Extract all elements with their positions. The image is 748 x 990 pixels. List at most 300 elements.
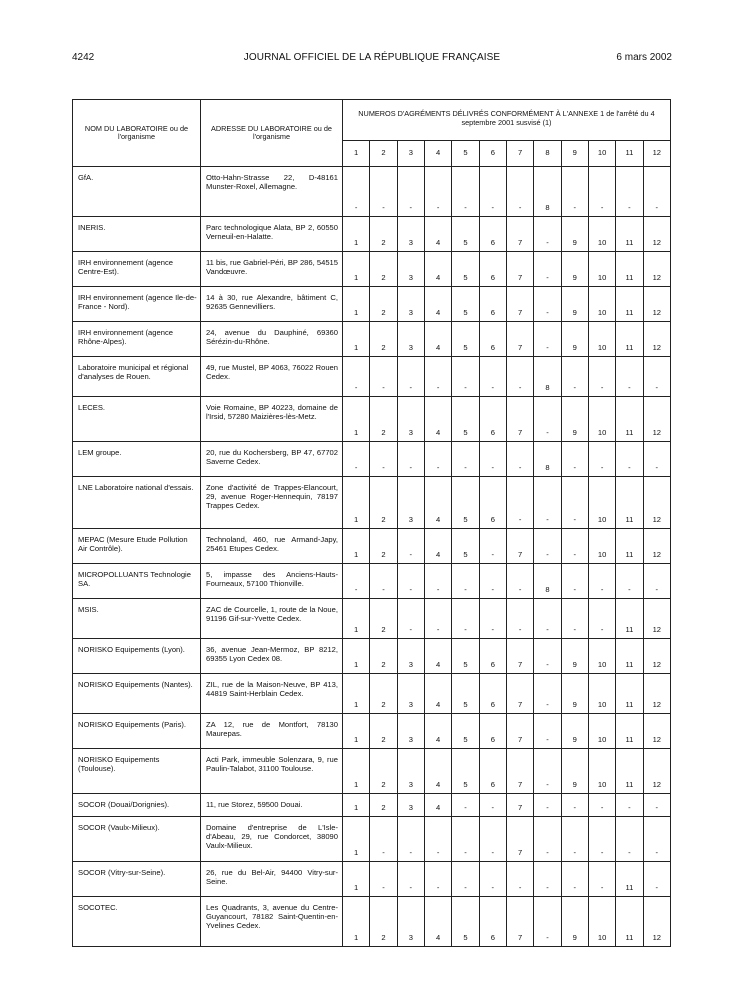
agrement-value-cell: 9: [561, 749, 588, 794]
lab-name-cell: LEM groupe.: [73, 442, 201, 477]
agrement-value-cell: -: [616, 442, 643, 477]
number-header-cell: 8: [534, 141, 561, 167]
lab-address-cell: Zone d'activité de Trappes-Elancourt, 29, avenue Roger-Hennequin, 78197 Trappes Cedex.: [201, 477, 343, 529]
agrement-value-cell: -: [588, 167, 615, 217]
agrement-value-cell: 5: [452, 397, 479, 442]
agrement-value-cell: 6: [479, 477, 506, 529]
table-row: [73, 252, 671, 287]
agrement-value-cell: 9: [561, 217, 588, 252]
agrement-value-cell: -: [588, 442, 615, 477]
agrement-value-cell: -: [452, 167, 479, 217]
lab-name-cell: INERIS.: [73, 217, 201, 252]
agrement-value-cell: -: [561, 817, 588, 862]
agrement-value-cell: 4: [424, 714, 451, 749]
agrement-value-cell: 7: [506, 322, 533, 357]
lab-name-cell: IRH environnement (agence Rhône-Alpes).: [73, 322, 201, 357]
agrement-value-cell: 9: [561, 897, 588, 947]
agrement-value-cell: -: [370, 817, 397, 862]
agrement-value-cell: 10: [588, 287, 615, 322]
agrement-value-cell: 1: [343, 397, 370, 442]
number-header-cell: 3: [397, 141, 424, 167]
agrement-value-cell: 6: [479, 322, 506, 357]
agrement-value-cell: 11: [616, 322, 643, 357]
agrement-value-cell: 12: [643, 217, 670, 252]
agrement-value-cell: 1: [343, 252, 370, 287]
table-row: [73, 322, 671, 357]
agrement-value-cell: 7: [506, 794, 533, 817]
agrement-value-cell: 11: [616, 714, 643, 749]
agrement-value-cell: 11: [616, 217, 643, 252]
agrement-value-cell: -: [561, 529, 588, 564]
agrement-value-cell: 2: [370, 674, 397, 714]
agrement-value-cell: 12: [643, 749, 670, 794]
agrement-value-cell: 4: [424, 897, 451, 947]
agrement-value-cell: 11: [616, 287, 643, 322]
agrement-value-cell: -: [534, 639, 561, 674]
table-row: [73, 674, 671, 714]
agrement-value-cell: 4: [424, 529, 451, 564]
lab-name-cell: GfA.: [73, 167, 201, 217]
agrement-value-cell: -: [370, 564, 397, 599]
agrement-value-cell: -: [506, 167, 533, 217]
agrement-value-cell: 12: [643, 599, 670, 639]
agrement-value-cell: 2: [370, 477, 397, 529]
agrement-value-cell: -: [534, 397, 561, 442]
agrement-value-cell: 7: [506, 749, 533, 794]
agrement-value-cell: -: [534, 217, 561, 252]
lab-name-cell: MICROPOLLUANTS Technologie SA.: [73, 564, 201, 599]
agrement-value-cell: -: [479, 442, 506, 477]
table-row: [73, 357, 671, 397]
agrement-value-cell: -: [643, 442, 670, 477]
agrement-value-cell: 12: [643, 897, 670, 947]
agrement-value-cell: -: [452, 794, 479, 817]
agrement-value-cell: -: [397, 442, 424, 477]
agrement-value-cell: 10: [588, 714, 615, 749]
agrement-value-cell: 5: [452, 477, 479, 529]
agrement-value-cell: 6: [479, 252, 506, 287]
table-row: [73, 477, 671, 529]
lab-name-cell: IRH environnement (agence Ile-de-France - Nord).: [73, 287, 201, 322]
agrement-value-cell: -: [424, 167, 451, 217]
agrement-value-cell: 7: [506, 639, 533, 674]
number-header-cell: 12: [643, 141, 670, 167]
agrement-value-cell: 5: [452, 749, 479, 794]
lab-address-cell: ZAC de Courcelle, 1, route de la Noue, 91196 Gif-sur-Yvette Cedex.: [201, 599, 343, 639]
agrement-value-cell: 10: [588, 477, 615, 529]
agrement-value-cell: 2: [370, 287, 397, 322]
agrement-value-cell: 6: [479, 897, 506, 947]
agrement-value-cell: 3: [397, 749, 424, 794]
agrement-value-cell: -: [424, 357, 451, 397]
agrement-value-cell: 2: [370, 897, 397, 947]
agrement-value-cell: 6: [479, 217, 506, 252]
agrement-value-cell: 2: [370, 794, 397, 817]
agrement-value-cell: 12: [643, 529, 670, 564]
agrement-value-cell: 10: [588, 749, 615, 794]
agrement-value-cell: 5: [452, 639, 479, 674]
agrement-value-cell: -: [479, 529, 506, 564]
agrement-value-cell: 9: [561, 322, 588, 357]
agrement-value-cell: -: [561, 167, 588, 217]
agrement-value-cell: -: [452, 442, 479, 477]
agrement-value-cell: 1: [343, 217, 370, 252]
lab-address-cell: Domaine d'entreprise de L'Isle-d'Abeau, 29, rue Condorcet, 38090 Vaulx-Milieux.: [201, 817, 343, 862]
laboratory-table: [72, 99, 671, 947]
agrement-value-cell: 11: [616, 529, 643, 564]
table-row: [73, 862, 671, 897]
lab-address-cell: 14 à 30, rue Alexandre, bâtiment C, 92635 Gennevilliers.: [201, 287, 343, 322]
agrement-value-cell: -: [397, 357, 424, 397]
agrement-value-cell: 1: [343, 674, 370, 714]
agrement-value-cell: 6: [479, 674, 506, 714]
agrement-value-cell: 10: [588, 217, 615, 252]
agrement-value-cell: 7: [506, 674, 533, 714]
agrement-value-cell: -: [534, 794, 561, 817]
agrement-value-cell: 10: [588, 322, 615, 357]
agrement-value-cell: 1: [343, 862, 370, 897]
table-row: [73, 639, 671, 674]
table-row: [73, 714, 671, 749]
lab-name-cell: Laboratoire municipal et régional d'analyses de Rouen.: [73, 357, 201, 397]
agrement-value-cell: -: [534, 599, 561, 639]
agrement-value-cell: 11: [616, 674, 643, 714]
agrement-value-cell: 6: [479, 749, 506, 794]
agrement-value-cell: 1: [343, 714, 370, 749]
lab-address-cell: Voie Romaine, BP 40223, domaine de l'Irsid, 57280 Maizières-lès-Metz.: [201, 397, 343, 442]
agrement-value-cell: 2: [370, 599, 397, 639]
agrement-value-cell: -: [343, 357, 370, 397]
agrement-value-cell: 5: [452, 252, 479, 287]
agrement-value-cell: -: [534, 862, 561, 897]
agrement-value-cell: 2: [370, 322, 397, 357]
agrement-value-cell: -: [534, 674, 561, 714]
agrement-value-cell: 7: [506, 397, 533, 442]
table-row: [73, 167, 671, 217]
lab-address-cell: Otto-Hahn-Strasse 22, D-48161 Munster-Roxel, Allemagne.: [201, 167, 343, 217]
table-row: [73, 897, 671, 947]
col-name-header: NOM DU LABORATOIRE ou de l'organisme: [73, 100, 201, 167]
table-row: [73, 287, 671, 322]
agrement-value-cell: -: [643, 564, 670, 599]
agrement-value-cell: -: [588, 357, 615, 397]
agrement-value-cell: -: [561, 599, 588, 639]
agrement-value-cell: 3: [397, 322, 424, 357]
agrement-value-cell: 4: [424, 217, 451, 252]
number-header-cell: 11: [616, 141, 643, 167]
agrement-value-cell: -: [479, 564, 506, 599]
agrement-value-cell: 10: [588, 639, 615, 674]
agrement-value-cell: 10: [588, 397, 615, 442]
agrement-value-cell: 9: [561, 639, 588, 674]
lab-address-cell: Les Quadrants, 3, avenue du Centre-Guyancourt, 78182 Saint-Quentin-en-Yvelines Cedex.: [201, 897, 343, 947]
agrement-value-cell: -: [397, 862, 424, 897]
agrement-value-cell: -: [506, 477, 533, 529]
agrement-value-cell: 3: [397, 477, 424, 529]
agrement-value-cell: 5: [452, 674, 479, 714]
lab-name-cell: SOCOR (Vaulx-Milieux).: [73, 817, 201, 862]
agrement-value-cell: 8: [534, 167, 561, 217]
agrement-value-cell: 3: [397, 252, 424, 287]
agrement-value-cell: 1: [343, 897, 370, 947]
agrement-value-cell: -: [588, 817, 615, 862]
agrement-value-cell: 1: [343, 639, 370, 674]
agrement-value-cell: -: [479, 862, 506, 897]
agrement-value-cell: 11: [616, 749, 643, 794]
agrement-value-cell: -: [616, 794, 643, 817]
agrement-value-cell: -: [424, 564, 451, 599]
agrement-value-cell: -: [534, 817, 561, 862]
agrement-value-cell: 1: [343, 794, 370, 817]
agrement-value-cell: -: [424, 442, 451, 477]
agrement-value-cell: 11: [616, 397, 643, 442]
agrement-value-cell: -: [534, 897, 561, 947]
agrement-value-cell: -: [561, 442, 588, 477]
agrement-value-cell: -: [616, 357, 643, 397]
agrement-value-cell: -: [561, 862, 588, 897]
agrement-value-cell: 7: [506, 817, 533, 862]
agrement-value-cell: 7: [506, 529, 533, 564]
table-row: [73, 217, 671, 252]
table-row: [73, 442, 671, 477]
agrement-value-cell: -: [452, 817, 479, 862]
agrement-value-cell: -: [561, 477, 588, 529]
agrement-value-cell: 8: [534, 442, 561, 477]
agrement-value-cell: -: [506, 599, 533, 639]
page-number: 4242: [72, 52, 95, 63]
lab-name-cell: NORISKO Equipements (Lyon).: [73, 639, 201, 674]
agrement-value-cell: 5: [452, 897, 479, 947]
lab-address-cell: 11, rue Storez, 59500 Douai.: [201, 794, 343, 817]
lab-name-cell: SOCOTEC.: [73, 897, 201, 947]
agrement-value-cell: 7: [506, 252, 533, 287]
agrement-value-cell: 2: [370, 714, 397, 749]
agrement-value-cell: 11: [616, 862, 643, 897]
agrement-value-cell: -: [534, 749, 561, 794]
number-header-cell: 10: [588, 141, 615, 167]
lab-address-cell: ZIL, rue de la Maison-Neuve, BP 413, 44819 Saint-Herblain Cedex.: [201, 674, 343, 714]
agrement-value-cell: 2: [370, 529, 397, 564]
agrement-value-cell: 1: [343, 749, 370, 794]
agrement-value-cell: -: [616, 167, 643, 217]
number-header-cell: 4: [424, 141, 451, 167]
agrement-value-cell: 10: [588, 897, 615, 947]
agrement-value-cell: 9: [561, 252, 588, 287]
agrement-value-cell: 9: [561, 674, 588, 714]
agrement-value-cell: -: [616, 817, 643, 862]
agrement-value-cell: 3: [397, 217, 424, 252]
agrement-value-cell: -: [588, 564, 615, 599]
lab-name-cell: SOCOR (Vitry-sur-Seine).: [73, 862, 201, 897]
agrement-value-cell: -: [561, 564, 588, 599]
lab-address-cell: 11 bis, rue Gabriel-Péri, BP 286, 54515 Vandœuvre.: [201, 252, 343, 287]
agrement-value-cell: 9: [561, 287, 588, 322]
agrement-value-cell: -: [506, 862, 533, 897]
agrement-value-cell: 4: [424, 322, 451, 357]
agrement-value-cell: -: [534, 287, 561, 322]
agrement-value-cell: -: [643, 817, 670, 862]
table-row: [73, 749, 671, 794]
agrement-value-cell: 3: [397, 794, 424, 817]
agrement-value-cell: 12: [643, 252, 670, 287]
agrement-value-cell: -: [343, 167, 370, 217]
agrement-value-cell: 1: [343, 817, 370, 862]
lab-address-cell: 26, rue du Bel-Air, 94400 Vitry-sur-Seine.: [201, 862, 343, 897]
agrement-value-cell: 12: [643, 674, 670, 714]
agrement-value-cell: -: [643, 167, 670, 217]
agrement-value-cell: 4: [424, 674, 451, 714]
agrement-value-cell: -: [643, 862, 670, 897]
agrement-value-cell: 11: [616, 252, 643, 287]
agrement-value-cell: 1: [343, 477, 370, 529]
agrement-value-cell: 5: [452, 322, 479, 357]
agrement-value-cell: 1: [343, 599, 370, 639]
agrement-value-cell: 3: [397, 674, 424, 714]
agrement-value-cell: 12: [643, 477, 670, 529]
agrement-value-cell: 3: [397, 639, 424, 674]
agrement-value-cell: 7: [506, 714, 533, 749]
lab-address-cell: 20, rue du Kochersberg, BP 47, 67702 Saverne Cedex.: [201, 442, 343, 477]
agrement-value-cell: 2: [370, 639, 397, 674]
agrement-value-cell: -: [452, 357, 479, 397]
lab-name-cell: LECES.: [73, 397, 201, 442]
agrement-value-cell: 1: [343, 529, 370, 564]
table-row: [73, 817, 671, 862]
agrement-value-cell: 7: [506, 287, 533, 322]
agrement-value-cell: -: [479, 794, 506, 817]
agrement-value-cell: 2: [370, 217, 397, 252]
agrement-value-cell: -: [424, 862, 451, 897]
lab-address-cell: Acti Park, immeuble Solenzara, 9, rue Paulin-Talabot, 31100 Toulouse.: [201, 749, 343, 794]
agrement-value-cell: -: [643, 794, 670, 817]
agrement-value-cell: -: [479, 357, 506, 397]
agrement-value-cell: -: [452, 599, 479, 639]
lab-address-cell: 5, impasse des Anciens-Hauts-Fourneaux, 57100 Thionville.: [201, 564, 343, 599]
col-numeros-header: NUMEROS D'AGRÉMENTS DÉLIVRÉS CONFORMÉMENT À L'ANNEXE 1 de l'arrêté du 4 septembre 2001 susvisé (1): [343, 100, 671, 141]
table-row: [73, 564, 671, 599]
agrement-value-cell: -: [397, 564, 424, 599]
agrement-value-cell: 12: [643, 397, 670, 442]
agrement-value-cell: 9: [561, 397, 588, 442]
agrement-value-cell: 5: [452, 217, 479, 252]
agrement-value-cell: 12: [643, 287, 670, 322]
lab-address-cell: ZA 12, rue de Montfort, 78130 Maurepas.: [201, 714, 343, 749]
agrement-value-cell: 1: [343, 322, 370, 357]
agrement-value-cell: 6: [479, 287, 506, 322]
lab-address-cell: Parc technologique Alata, BP 2, 60550 Verneuil-en-Halatte.: [201, 217, 343, 252]
number-header-cell: 2: [370, 141, 397, 167]
agrement-value-cell: 10: [588, 529, 615, 564]
agrement-value-cell: 5: [452, 529, 479, 564]
agrement-value-cell: 1: [343, 287, 370, 322]
agrement-value-cell: -: [506, 564, 533, 599]
agrement-value-cell: 7: [506, 897, 533, 947]
table-row: [73, 397, 671, 442]
lab-name-cell: NORISKO Equipements (Paris).: [73, 714, 201, 749]
agrement-value-cell: 4: [424, 397, 451, 442]
agrement-value-cell: -: [397, 817, 424, 862]
number-header-cell: 1: [343, 141, 370, 167]
agrement-value-cell: -: [343, 564, 370, 599]
agrement-value-cell: -: [534, 252, 561, 287]
agrement-value-cell: -: [370, 357, 397, 397]
agrement-value-cell: 12: [643, 322, 670, 357]
agrement-value-cell: -: [452, 862, 479, 897]
number-header-cell: 6: [479, 141, 506, 167]
lab-name-cell: SOCOR (Douai/Dorignies).: [73, 794, 201, 817]
agrement-value-cell: 5: [452, 287, 479, 322]
agrement-value-cell: -: [506, 442, 533, 477]
agrement-value-cell: 12: [643, 639, 670, 674]
lab-name-cell: NORISKO Equipements (Nantes).: [73, 674, 201, 714]
agrement-value-cell: 11: [616, 599, 643, 639]
agrement-value-cell: -: [479, 817, 506, 862]
agrement-value-cell: -: [370, 442, 397, 477]
agrement-value-cell: -: [479, 167, 506, 217]
table-row: [73, 529, 671, 564]
agrement-value-cell: 4: [424, 477, 451, 529]
col-address-header: ADRESSE DU LABORATOIRE ou de l'organisme: [201, 100, 343, 167]
agrement-value-cell: 3: [397, 897, 424, 947]
agrement-value-cell: 6: [479, 639, 506, 674]
number-header-cell: 9: [561, 141, 588, 167]
page-header: [72, 52, 672, 66]
lab-name-cell: NORISKO Equipements (Toulouse).: [73, 749, 201, 794]
lab-name-cell: MEPAC (Mesure Etude Pollution Air Contrôle).: [73, 529, 201, 564]
agrement-value-cell: 4: [424, 252, 451, 287]
agrement-value-cell: 8: [534, 564, 561, 599]
agrement-value-cell: 4: [424, 794, 451, 817]
agrement-value-cell: 4: [424, 639, 451, 674]
lab-address-cell: 49, rue Mustel, BP 4063, 76022 Rouen Cedex.: [201, 357, 343, 397]
agrement-value-cell: 11: [616, 639, 643, 674]
agrement-value-cell: -: [561, 357, 588, 397]
agrement-value-cell: -: [424, 599, 451, 639]
publication-date: 6 mars 2002: [616, 52, 672, 63]
agrement-value-cell: 9: [561, 714, 588, 749]
lab-address-cell: 24, avenue du Dauphiné, 69360 Sérézin-du-Rhône.: [201, 322, 343, 357]
agrement-value-cell: -: [561, 794, 588, 817]
agrement-value-cell: 3: [397, 287, 424, 322]
lab-name-cell: LNE Laboratoire national d'essais.: [73, 477, 201, 529]
agrement-value-cell: -: [616, 564, 643, 599]
lab-address-cell: 36, avenue Jean-Mermoz, BP 8212, 69355 Lyon Cedex 08.: [201, 639, 343, 674]
agrement-value-cell: -: [588, 862, 615, 897]
lab-address-cell: Technoland, 460, rue Armand-Japy, 25461 Etupes Cedex.: [201, 529, 343, 564]
agrement-value-cell: -: [534, 477, 561, 529]
agrement-value-cell: -: [452, 564, 479, 599]
agrement-value-cell: -: [370, 862, 397, 897]
table-body: [73, 167, 671, 947]
agrement-value-cell: 5: [452, 714, 479, 749]
agrement-value-cell: -: [397, 599, 424, 639]
agrement-value-cell: -: [424, 817, 451, 862]
number-header-cell: 7: [506, 141, 533, 167]
agrement-value-cell: -: [534, 714, 561, 749]
agrement-value-cell: 4: [424, 749, 451, 794]
journal-title: JOURNAL OFFICIEL DE LA RÉPUBLIQUE FRANÇAISE: [243, 52, 501, 63]
agrement-value-cell: 6: [479, 397, 506, 442]
agrement-value-cell: -: [588, 794, 615, 817]
agrement-value-cell: 8: [534, 357, 561, 397]
agrement-value-cell: 3: [397, 397, 424, 442]
agrement-value-cell: -: [588, 599, 615, 639]
agrement-value-cell: 4: [424, 287, 451, 322]
agrement-value-cell: 11: [616, 897, 643, 947]
number-header-cell: 5: [452, 141, 479, 167]
agrement-value-cell: -: [370, 167, 397, 217]
lab-name-cell: MSIS.: [73, 599, 201, 639]
